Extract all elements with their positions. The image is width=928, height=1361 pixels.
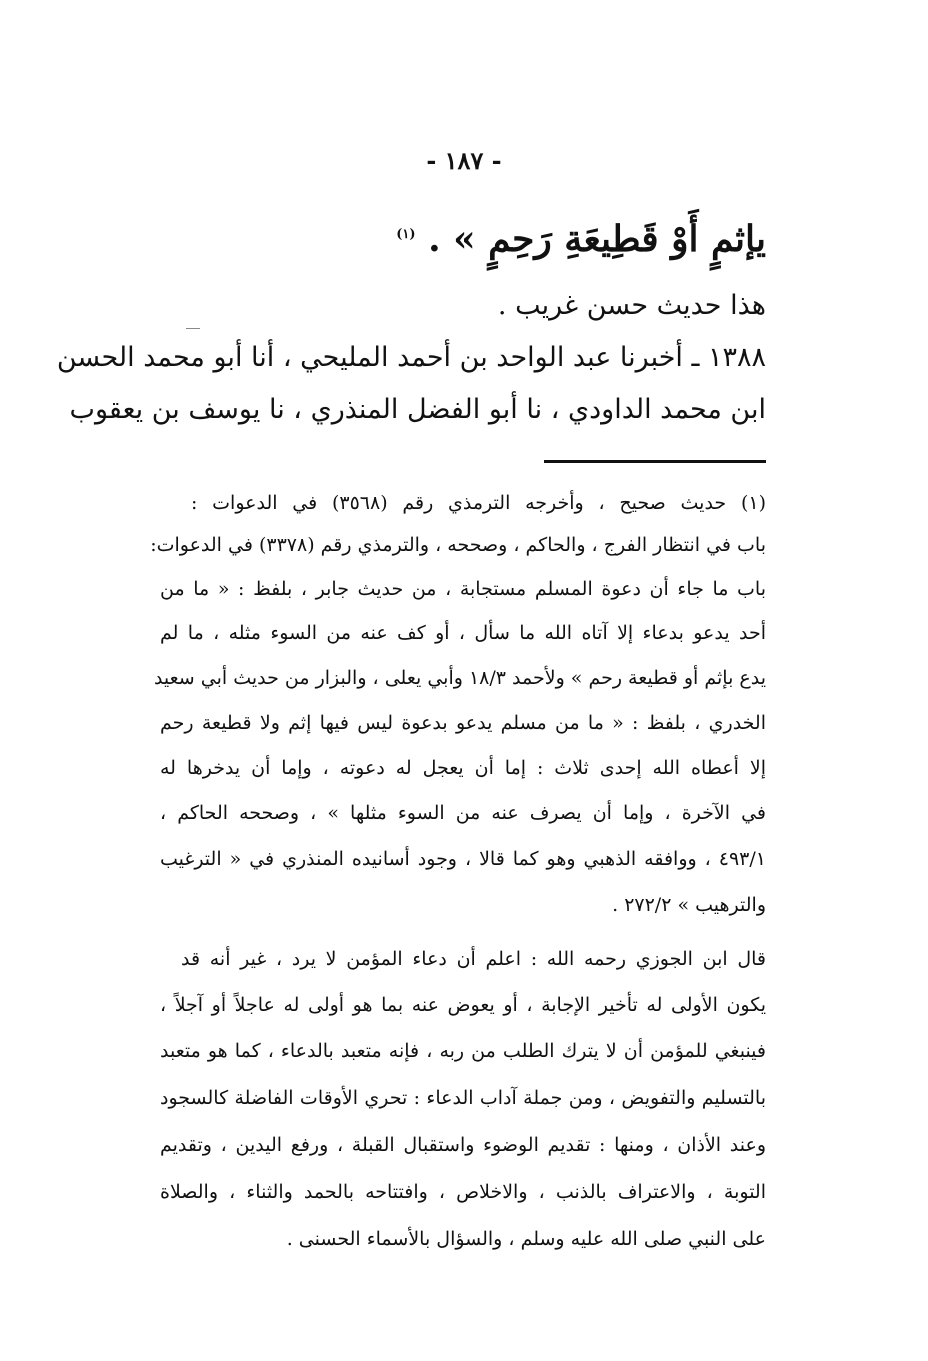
footnote-line-8: في الآخرة ، وإما أن يصرف عنه من السوء مثلها » ، وصححه الحاكم ،: [160, 802, 766, 824]
hadith-quote-text: يإثمٍ أَوْ قَطِيعَةِ رَحِمٍ » .: [428, 218, 766, 260]
commentary-line-6: التوبة ، والاعتراف بالذنب ، والاخلاص ، وافتتاحه بالحمد والثناء ، والصلاة: [160, 1181, 766, 1203]
commentary-line-1: قال ابن الجوزي رحمه الله : اعلم أن دعاء المؤمن لا يرد ، غير أنه قد: [181, 948, 766, 970]
footnote-line-9: ٤٩٣/١ ، ووافقه الذهبي وهو كما قالا ، وجود أسانيده المنذري في « الترغيب: [160, 848, 766, 870]
commentary-line-5: وعند الأذان ، ومنها : تقديم الوضوء واستقبال القبلة ، ورفع اليدين ، وتقديم: [160, 1134, 766, 1156]
footnote-line-1: (١) حديث صحيح ، وأخرجه الترمذي رقم (٣٥٦٨) في الدعوات :: [191, 492, 766, 514]
page-number: - ١٨٧ -: [426, 146, 502, 175]
hadith-grading: هذا حديث حسن غريب .: [497, 290, 766, 321]
footnote-separator-rule: [544, 460, 766, 463]
stray-ink-mark: [186, 328, 200, 329]
footnote-line-5: يدع بإثم أو قطيعة رحم » ولأحمد ١٨/٣ وأبي يعلى ، والبزار من حديث أبي سعيد: [153, 667, 766, 689]
footnote-marker: (١): [396, 227, 416, 242]
commentary-line-4: بالتسليم والتفويض ، ومن جملة آداب الدعاء : تحري الأوقات الفاضلة كالسجود: [160, 1087, 766, 1109]
commentary-line-2: يكون الأولى له تأخير الإجابة ، أو يعوض عنه بما هو أولى له عاجلاً أو آجلاً ،: [160, 994, 766, 1016]
hadith-quote-ending: [396, 218, 766, 260]
commentary-line-3: فينبغي للمؤمن أن لا يترك الطلب من ربه ، فإنه متعبد بالدعاء ، كما هو متعبد: [160, 1040, 766, 1062]
footnote-line-7: إلا أعطاه الله إحدى ثلاث : إما أن يعجل له دعوته ، وإما أن يدخرها له: [160, 757, 766, 779]
isnad-line-1: ١٣٨٨ ـ أخبرنا عبد الواحد بن أحمد المليحي ، أنا أبو محمد الحسن: [56, 342, 766, 373]
footnote-line-10: والترهيب » ٢٧٢/٢ .: [612, 894, 766, 916]
footnote-line-6: الخدري ، بلفظ : « ما من مسلم يدعو بدعوة ليس فيها إثم ولا قطيعة رحم: [160, 712, 766, 734]
footnote-line-4: أحد يدعو بدعاء إلا آتاه الله ما سأل ، أو كف عنه من السوء مثله ، ما لم: [160, 622, 766, 644]
footnote-line-2: باب في انتظار الفرج ، والحاكم ، وصححه ، والترمذي رقم (٣٣٧٨) في الدعوات:: [150, 534, 766, 556]
commentary-line-7: على النبي صلى الله عليه وسلم ، والسؤال بالأسماء الحسنى .: [286, 1228, 766, 1250]
isnad-line-2: ابن محمد الداودي ، نا أبو الفضل المنذري ، نا يوسف بن يعقوب: [69, 394, 766, 425]
footnote-line-3: باب ما جاء أن دعوة المسلم مستجابة ، من حديث جابر ، بلفظ : « ما من: [160, 578, 766, 600]
